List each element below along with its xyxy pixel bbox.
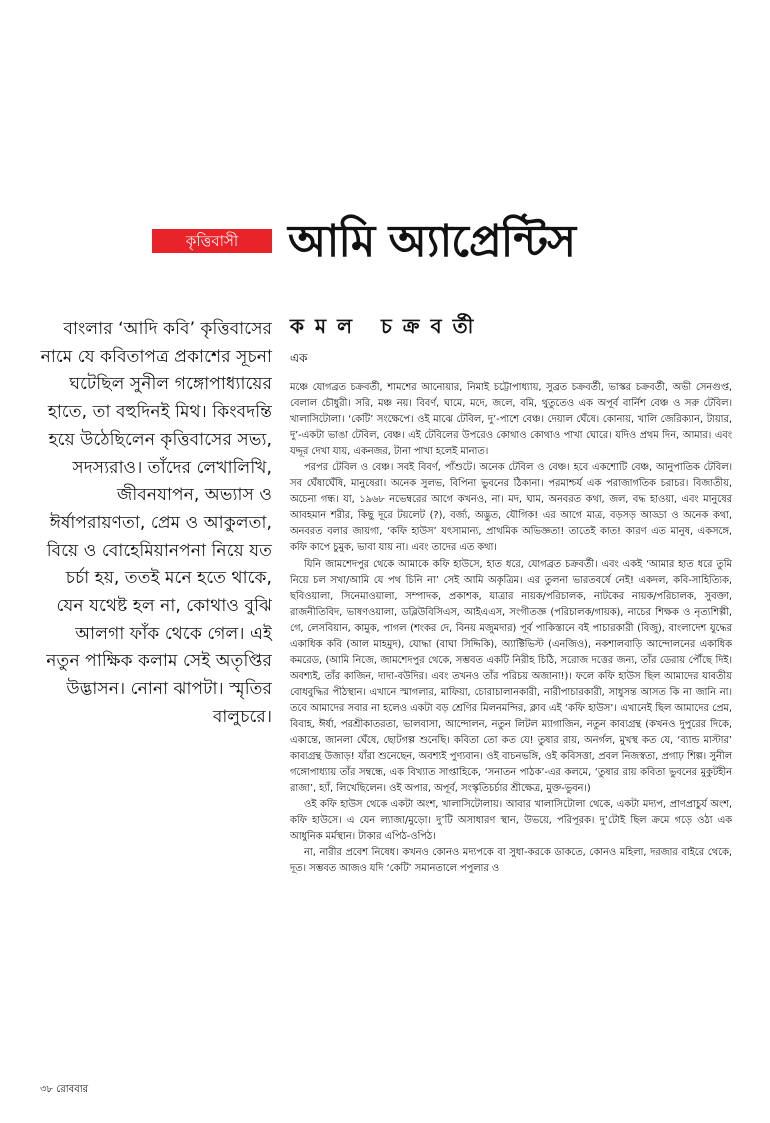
article-body [290,380,732,877]
article-intro: বাংলার ‘আদি কবি’ কৃত্তিবাসের নামে যে কবিতাপত্র প্রকাশের সূচনা ঘটেছিল সুনীল গঙ্গোপাধ্যায়ের হাতে, তা বহুদিনই মিথ। কিংবদন্তি হয়ে উঠেছিলেন কৃত্তিবাসের সভ্য, সদস্যরাও। তাঁদের লেখালিখি, জীবনযাপন, অভ্যাস ও ঈর্ষাপরায়ণতা, প্রেম ও আকুলতা, বিয়ে ও বোহেমিয়ানপনা নিয়ে যত চর্চা হয়, ততই মনে হতে থাকে, যেন যথেষ্ট হল না, কোথাও বুঝি আলগা ফাঁক থেকে গেল। এই নতুন পাক্ষিক কলাম সেই অতৃপ্তির উদ্ভাসন। নোনা ঝাপটা। স্মৃতির বালুচরে। [40,319,272,727]
article-title: আমি অ্যাপ্রেন্টিস [288,216,576,267]
section-tag-label: কৃত্তিবাসী [185,232,239,250]
page-footer: ৩৮ রোববার [40,1084,89,1095]
author-name: কমল চক্রবর্তী [290,314,485,338]
section-tag-badge [152,229,272,253]
body-paragraph: পরপর টেবিল ও বেঞ্চ। সবই বিবর্ণ, পাঁশুটে। অনেক টেবিল ও বেঞ্চ। হবে একশোটি বেঞ্চ, আনুপাতিক টেবিল। সব ঘেঁষাঘেঁষি, মানুষেরা। অনেক সুলভ, বিপিনা ভুবনের ঠিকানা। পরমাশ্চর্য এক পরাজাগতিক চরাচর। বিজাতীয়, অচেনা গন্ধ। যা, ১৯৬৮ নভেম্বরের আগে কখনও, না। মদ, ঘাম, অনবরত কথা, জল, বদ্ধ হাওয়া, এবং মানুষের আবহমান শরীর, কিছু দূরে টয়লেট (?), বর্জ্য, অদ্ভুত, যৌগিক! এর আগে মাত্র, বড়সড় আড্ডা ও অনেক কথা, অনবরত বলার জায়গা, ‘কফি হাউস’ যৎসামান্য, প্রাথমিক অভিজ্ঞতা! তাতেই কাত! কারণ এত মানুষ, একসঙ্গে, কফি কাপে চুমুক, ভাবা যায় না। এবং তাদের এত কথা। [290,462,732,554]
body-paragraph: ওই কফি হাউস থেকে একটা অংশ, খালাসিটোলায়। আবার খালাসিটোলা থেকে, একটা মদ্যপ, প্রাণপ্রাচুর্য অংশ, কফি হাউসে। এ যেন ল্যাজা/মুড়ো। দু’টি অসাধারণ স্থান, উভয়ে, পরিপূরক। দু’টোই ছিল ক্রমে গড়ে ওঠা এক আধুনিক মর্মস্থান। টাকার এপিঠ-ওপিঠ। [290,799,732,843]
section-number-label: এক [290,351,308,365]
body-paragraph: না, নারীর প্রবেশ নিষেধ। কখনও কোনও মদ্যপকে বা সুধা-করকে ডাকতে, কোনও মহিলা, দরজার বাইরে থেকে, দূত। সম্ভবত আজও যদি ‘কেটি’ সমানতালে পপুলার ও [290,847,732,875]
body-paragraph: মঞ্চে যোগব্রত চক্রবর্তী, শামশের আনোয়ার, নিমাই চট্টোপাধ্যায়, সুব্রত চক্রবর্তী, ভাস্কর চক্রবর্তী, অভী সেনগুপ্ত, বেলাল চৌধুরী। সরি, মঞ্চ নয়। বিবর্ণ, ঘামে, মদে, জলে, বমি, থুতুতেও এক অপূর্ব বার্নিশ বেঞ্চ ও সরু টেবিল। খালাসিটোলা। ‘কেটি’ সংক্ষেপে। ওই মাঝে টেবিল, দু’-পাশে বেঞ্চ। দেয়াল ঘেঁষে। কোনায়, খালি জেরিক্যান, টায়ার, দু’-একটা ভাঙা টেবিল, বেঞ্চ। এই টেবিলের উপরেও কোথাও কোথাও পাখা ঘোরে। যদিও প্রথম দিন, আমার। এবং যদ্দূর দেখা যায়, একনজর, টানা পাখা হলেই মানাত। [290,382,732,458]
body-paragraph: যিনি জামশেদপুর থেকে আমাকে কফি হাউসে, হাত ধরে, যোগব্রত চক্রবর্তী। এবং একই ‘আমার হাত ধরে তুমি নিয়ে চল সখা/আমি যে পথ চিনি না’ সেই আমি অকৃত্রিম। এর তুলনা ভারতবর্ষে নেই! একদল, কবি-সাহিত্যিক, ছবিওয়ালা, সিনেমাওয়ালা, সম্পাদক, প্রকাশক, যাত্রার নায়ক/পরিচালক, নাটকের নায়ক/পরিচালক, সুবক্তা, রাজনীতিবিদ, ভাষণওয়ালা, ডব্লিউবিসিএস, আইএএস, সংগীতজ্ঞ (পরিচালক/গায়ক), নাচের শিক্ষক ও নৃত্যশিল্পী, গে, লেসবিয়ান, কামুক, পাগল (শংকর দে, বিনয় মজুমদার) পূর্ব পাকিস্তানে বই পাচারকারী (বিজু), বাংলাদেশ যুদ্ধের একাধিক কবি (আল মাহমুদ), যোদ্ধা (বাঘা সিদ্দিকি), অ্যাক্টিভিস্ট (এনজিও), নকশালবাড়ি আন্দোলনের একাধিক কমরেড, (আমি নিজে, জামশেদপুর থেকে, সম্ভবত একটি নিরীহ চিঠি, সরোজ দত্তের জন্য, তাঁর ডেরায় পৌঁছে দিই। অবশ্যই, তাঁর কাজিন, দাদা-বউদির। এবং তখনও তাঁর পরিচয় অজানা!)। ফলে কফি হাউস ছিল আমাদের যাবতীয় বোধবুদ্ধির পীঠস্থান। এখানে স্মাগলার, মাফিয়া, চোরাচালানকারী, নারীপাচারকারী, সাধুসন্ত আসত কি না জানি না। তবে আমাদের সবার না হলেও একটা বড় শ্রেণির মিলনমন্দির, ক্লাব এই ‘কফি হাউস’। এখানেই ছিল আমাদের প্রেম, বিবাহ, ঈর্ষা, পরশ্রীকাতরতা, ভালবাসা, আন্দোলন, নতুন লিটল ম্যাগাজিন, নতুন কাব্যগ্রন্থ (কখনও দুপুরের দিকে, একান্তে, জানলা ঘেঁষে, ছোটগল্প শুনেছি। কবিতা তো কত যে! তুষার রায়, অনর্গল, মুখস্থ কত যে, ‘ব্যান্ড মাস্টার’ কাব্যগ্রন্থ উজাড়! যাঁরা শুনেছেন, অবশ্যই পুণ্যবান। ওই বাচনভঙ্গি, ওই কবিসত্তা, প্রবল নিজস্বতা, প্রগাঢ় শিল্প। সুনীল গঙ্গোপাধ্যায় তাঁর সম্বন্ধে, এক বিখ্যাত সাপ্তাহিকে, ‘সনাতন পাঠক’-এর কলমে, ‘তুষার রায় কবিতা ভুবনের মুকুটহীন রাজা’, হ্যাঁ, লিখেছিলেন। ওই অপার, অপূর্ব, সংস্কৃতিচর্চার শ্রীক্ষেত্র, মুক্ত-ভুবন।) [290,558,732,795]
